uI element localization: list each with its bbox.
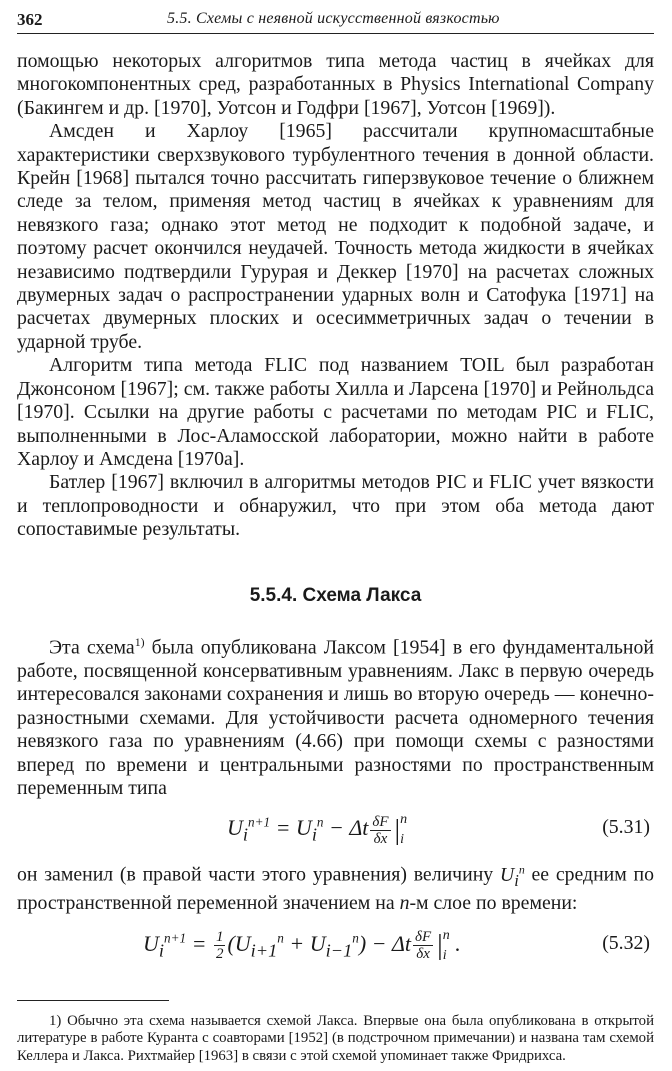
equation-number: (5.31) <box>602 816 650 839</box>
equation-formula: $U_i^{n+1} = U_i^n - \Delta t$ $\frac{\delta F}{\delta x}$ | n i <box>227 812 408 848</box>
footnote: 1) Обычно эта схема называется схемой Лакса. Впервые она была опубликована в открытой литературе в работе Куранта с соавторами [1952] (в подстрочном примечании) и названа там схемой Келлера и Лакса. Рихтмайер [1963] в связи с этой схемой упоминает также Фридрихса. <box>17 1012 654 1064</box>
equation-5-32 <box>17 916 654 974</box>
paragraph-amsden: Амсден и Харлоу [1965] рассчитали крупномасштабные характеристики сверхзвукового турбулентного течения в донной области. Крейн [1968] пытался точно рассчитать гиперзвуковое течение о ближнем следе за телом, применяя метод частиц в ячейках к уравнениям для невязкого газа; однако этот метод не подходит к подобной задаче, и поэтому расчет окончился неудачей. Точность метода жидкости в ячейках независимо подтвердили Гурурая и Деккер [1970] на расчетах сложных двумерных задач о распространении ударных волн и Сатофука [1971] на расчетах двумерных плоских и осесимметричных задач о течении в ударной трубе. <box>17 120 654 353</box>
paragraph-middle: он заменил (в правой части этого уравнения) величину $U_i^n$ ее средним по пространственной переменной значением на n-м слое по времени: <box>17 862 654 915</box>
section-heading: 5.5.4. Схема Лакса <box>249 584 422 606</box>
paragraph-butler: Батлер [1967] включил в алгоритмы методов PIC и FLIC учет вязкости и теплопроводности и обнаружил, что при этом оба метода дают сопоставимые результаты. <box>17 471 654 541</box>
running-title: 5.5. Схемы с неявной искусственной вязкостью <box>167 10 500 27</box>
page-number: 362 <box>17 10 43 29</box>
header-rule <box>17 33 654 34</box>
main-text <box>17 50 654 1065</box>
footnote-rule <box>17 1000 169 1001</box>
equation-number: (5.32) <box>602 931 650 954</box>
page-header <box>17 10 654 30</box>
paragraph-flic: Алгоритм типа метода FLIC под названием TOIL был разработан Джонсоном [1967]; см. также работы Хилла и Ларсена [1970] и Рейнольдса [1970]. Ссылки на другие работы с расчетами по методам PIC и FLIC, выполненными в Лос-Аламосской лаборатории, можно найти в работе Харлоу и Амсдена [1970a]. <box>17 354 654 470</box>
equation-formula: $U_i^{n+1}$ = $\frac{1}{2}$ $(U_{i+1}^n + U_{i-1}^n) - \Delta t$ $\frac{\delta F}{\delta x}$ | n i . <box>143 927 461 963</box>
paragraph-continuation: помощью некоторых алгоритмов типа метода частиц в ячейках для многокомпонентных сред, разработанных в Physics International Company (Бакингем и др. [1970], Уотсон и Годфри [1967], Уотсон [1969]). <box>17 50 654 119</box>
footnote-marker: 1) <box>134 634 145 649</box>
paragraph-lax: Эта схема$^{1)}$ была опубликована Лаксом [1954] в его фундаментальной работе, посвященной консервативным уравнениям. Лакс в первую очередь интересовался законами сохранения и лишь во вторую очередь — конечно-разностными схемами. Для устойчивости расчета одномерного течения невязкого газа по уравнениям (4.66) при помощи схемы с разностями вперед по времени и центральными разностями по пространственным переменным типа <box>17 634 654 799</box>
equation-5-31 <box>17 800 654 858</box>
